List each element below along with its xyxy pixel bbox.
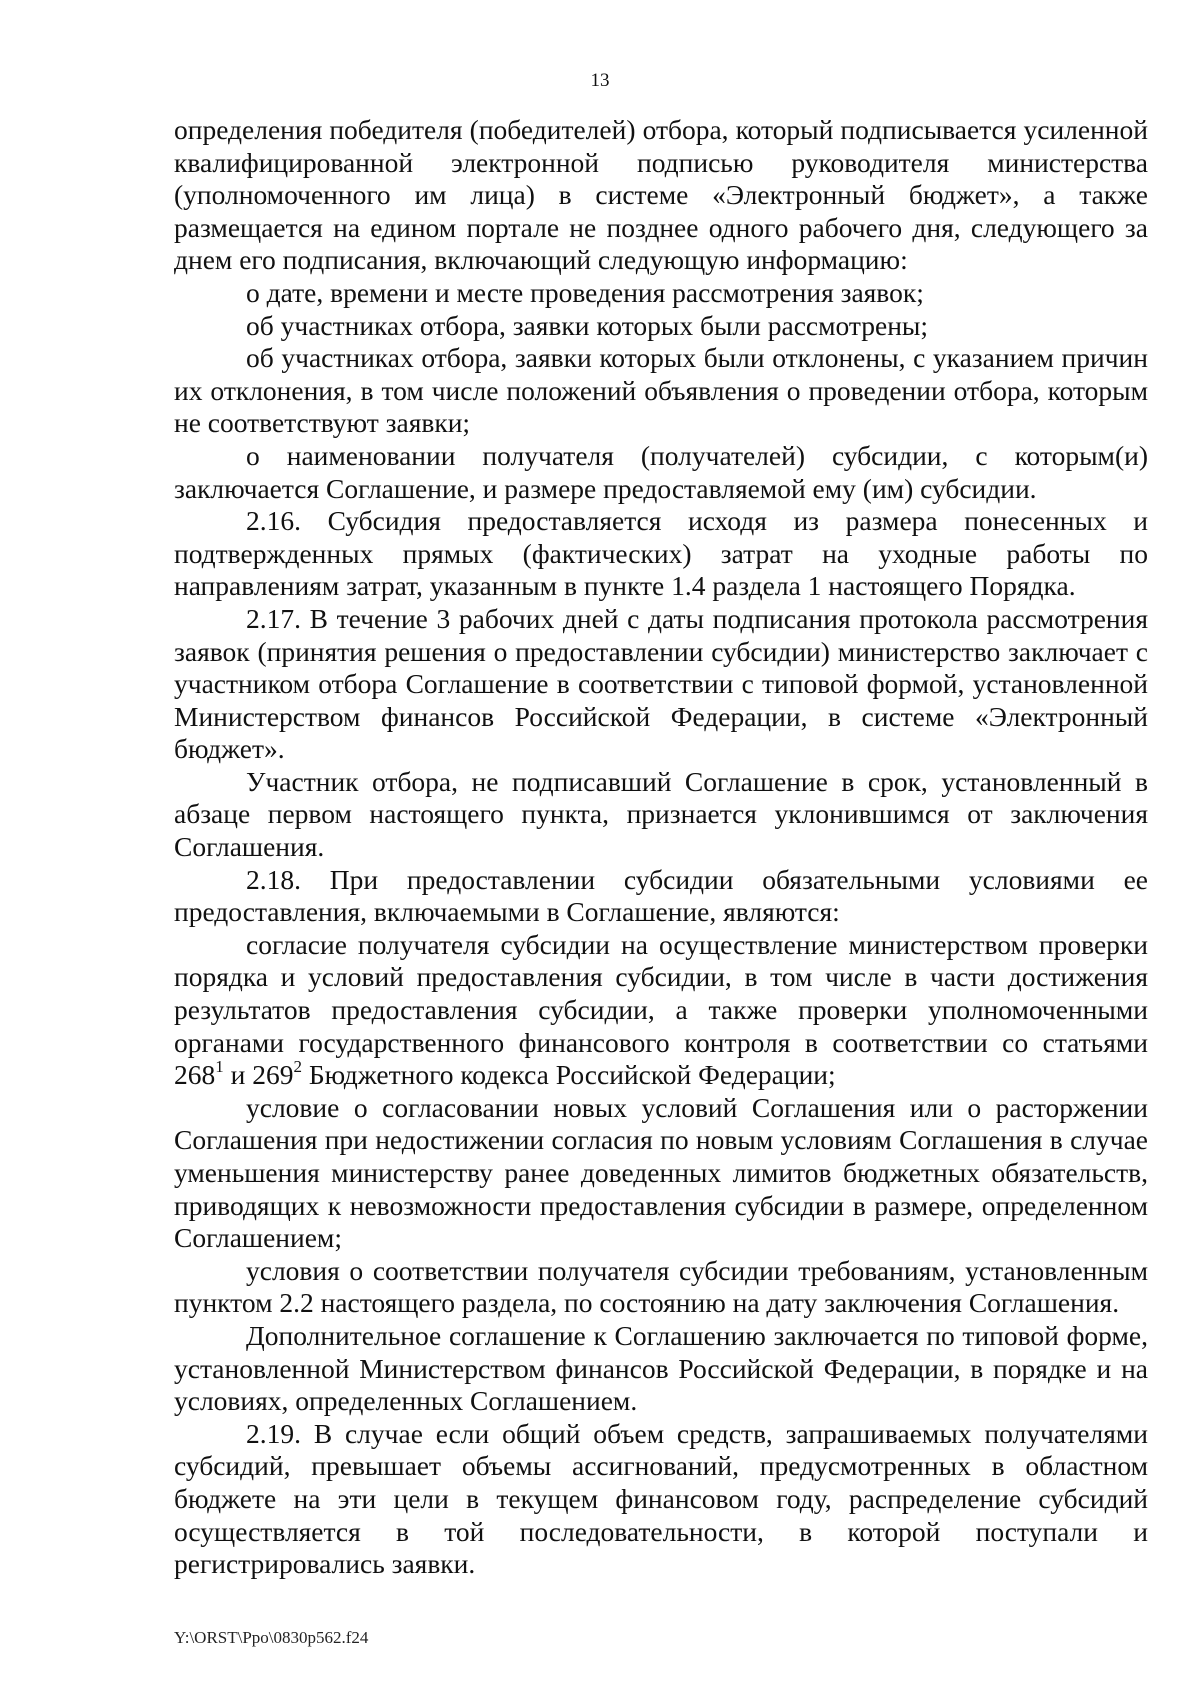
clause-2-16: 2.16. Субсидия предоставляется исходя из размера понесенных и подтвержденных прямых (фактических) затрат на уходные работы по направлениям затрат, указанным в пункте 1.4 раздела 1 настоящего Порядка. — [174, 505, 1148, 602]
condition-consent-text-2: и 269 — [223, 1059, 294, 1091]
clause-2-19: 2.19. В случае если общий объем средств, запрашиваемых получателями субсидий, превышает объемы ассигнований, предусмотренных в областном бюджете на эти цели в текущем финансовом году, распределение субсидий осуществляется в той последовательности, в которой поступали и регистрировались заявки. — [174, 1417, 1148, 1580]
list-item-reviewed-participants: об участниках отбора, заявки которых были рассмотрены; — [246, 309, 929, 341]
page-number: 13 — [590, 70, 610, 91]
clause-2-17: 2.17. В течение 3 рабочих дней с даты подписания протокола рассмотрения заявок (принятия решения о предоставлении субсидии) министерство заключает с участником отбора Соглашение в соответствии с типовой формой, установленной Министерством финансов Российской Федерации, в системе «Электронный бюджет». — [174, 602, 1148, 765]
paragraph-continuation: определения победителя (победителей) отбора, который подписывается усиленной квалифицированной электронной подписью руководителя министерства (уполномоченного им лица) в системе «Электронный бюджет», а также размещается на едином портале не позднее одного рабочего дня, следующего за днем его подписания, включающий следующую информацию: — [174, 114, 1148, 276]
condition-consent-verification — [174, 929, 1148, 1092]
list-item-rejected-participants: об участниках отбора, заявки которых были отклонены, с указанием причин их отклонения, в том числе положений объявления о проведении отбора, которым не соответствуют заявки; — [174, 342, 1148, 439]
clause-2-18: 2.18. При предоставлении субсидии обязательными условиями ее предоставления, включаемыми в Соглашение, являются: — [174, 863, 1148, 928]
condition-consent-text-1: согласие получателя субсидии на осуществление министерством проверки порядка и условий предоставления субсидии, в том числе в части достижения результатов предоставления субсидии, а также проверки уполномоченными органами государственного финансового контроля в соответствии со статьями 268 — [174, 928, 1148, 1091]
list-item-date-time-place: о дате, времени и месте проведения рассмотрения заявок; — [246, 276, 924, 308]
condition-consent-text-3: Бюджетного кодекса Российской Федерации; — [301, 1059, 836, 1091]
additional-agreement: Дополнительное соглашение к Соглашению заключается по типовой форме, установленной Министерством финансов Российской Федерации, в порядке и на условиях, определенных Соглашением. — [174, 1319, 1148, 1417]
condition-new-terms: условие о согласовании новых условий Соглашения или о расторжении Соглашения при недостижении согласия по новым условиям Соглашения в случае уменьшения министерству ранее доведенных лимитов бюджетных обязательств, приводящих к невозможности предоставления субсидии в размере, определенном Соглашением; — [174, 1091, 1148, 1254]
superscript-1: 1 — [215, 1057, 224, 1077]
list-item-recipient-name: о наименовании получателя (получателей) субсидии, с которым(и) заключается Соглашение, и размере предоставляемой ему (им) субсидии. — [174, 439, 1148, 504]
document-body — [174, 114, 1148, 1581]
clause-2-17-participant: Участник отбора, не подписавший Соглашение в срок, установленный в абзаце первом настоящего пункта, признается уклонившимся от заключения Соглашения. — [174, 765, 1148, 863]
superscript-2: 2 — [293, 1057, 302, 1077]
condition-compliance: условия о соответствии получателя субсидии требованиям, установленным пунктом 2.2 настоящего раздела, по состоянию на дату заключения Соглашения. — [174, 1254, 1148, 1319]
footer-file-path: Y:\ORST\Ppo\0830p562.f24 — [174, 1628, 369, 1647]
